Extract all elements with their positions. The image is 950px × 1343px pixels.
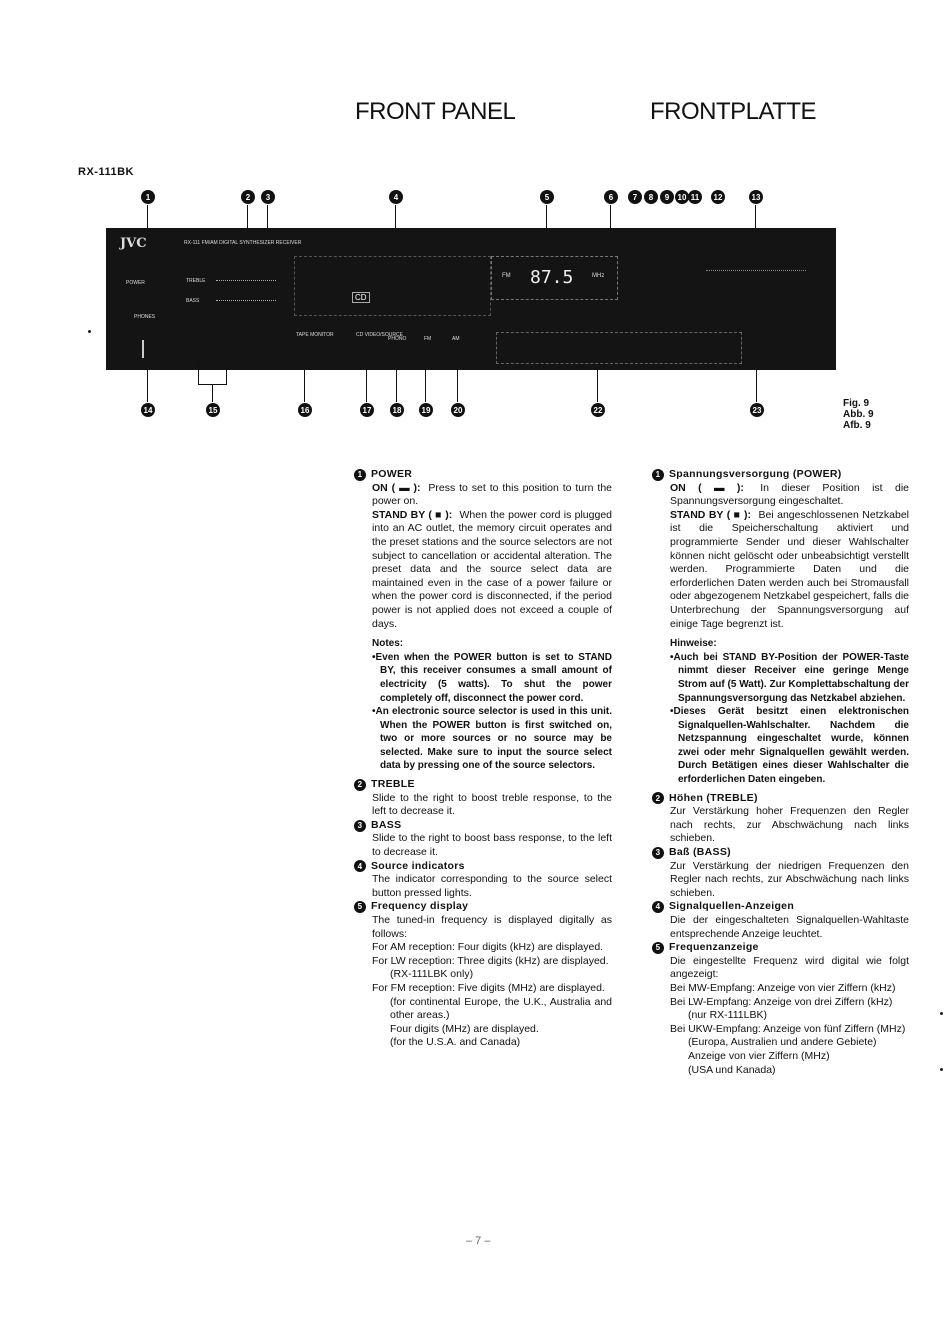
power-standby-description: [652, 509, 909, 631]
margin-mark: [88, 330, 91, 333]
term-text: Press to set to this position to turn the power on.: [372, 481, 612, 508]
section-number: 1: [652, 469, 664, 481]
freq-fm-note: (USA und Kanada): [688, 1063, 776, 1076]
treble-slider: [216, 272, 276, 281]
leader-line: [366, 370, 367, 402]
note-item: • Auch bei STAND BY-Position der POWER-Taste nimmt dieser Receiver eine geringe Menge Strom auf (5 Watt). Zur Komplettabschaltung der Spannungsversorgung das Netzkabel abziehen.: [652, 651, 909, 705]
callout-marker: 8: [644, 190, 658, 204]
callout-marker: 3: [261, 190, 275, 204]
power-standby-description: [354, 509, 612, 631]
panel-cd-video: CD VIDEO/SOURCE: [356, 332, 403, 338]
phones-jack: [142, 340, 144, 358]
leader-line: [212, 384, 213, 402]
callout-marker: 13: [749, 190, 763, 204]
callout-marker: 18: [390, 403, 404, 417]
section-title: Frequency display: [371, 900, 469, 913]
panel-model-line: RX-111 FM/AM DIGITAL SYNTHESIZER RECEIVER: [184, 240, 302, 246]
freq-lw: Bei LW-Empfang: Anzeige von drei Ziffern (kHz): [670, 995, 893, 1008]
section-text: The indicator corresponding to the source select button pressed lights.: [372, 873, 612, 899]
page-number: – 7 –: [466, 1235, 491, 1247]
callout-marker: 15: [206, 403, 220, 417]
section-heading: [652, 900, 909, 914]
freq-fm-note: (Europa, Australien und andere Gebiete): [688, 1036, 877, 1049]
section-number: 3: [354, 820, 366, 832]
figure-caption: [843, 398, 874, 431]
callout-marker: 2: [241, 190, 255, 204]
panel-cd-badge: CD: [352, 292, 370, 303]
note-item: • An electronic source selector is used in this unit. When the POWER button is first switched on, two or more sources or no source may be selected. Make sure to input the source select data by pressing one of the source selectors.: [354, 705, 612, 773]
callout-marker: 14: [141, 403, 155, 417]
display-frequency: 87.5: [530, 267, 574, 288]
term-text: When the power cord is plugged into an AC outlet, the memory circuit operates and the preset stations and the source selectors are not subject to cancellation or accidental alteration. The preset data and the source select data are maintained even in the case of a power failure or when the power cord is disconnected, if the period power is not applied does not exceed a couple of days.: [372, 508, 612, 630]
section-title: POWER: [371, 468, 413, 480]
power-on-description: [354, 482, 612, 509]
frequency-display: [491, 256, 618, 300]
section-number: 5: [652, 942, 664, 954]
leader-line: [756, 370, 757, 402]
section-title: Spannungsversorgung (POWER): [669, 468, 842, 480]
margin-mark: [940, 1012, 943, 1015]
tuning-area: [496, 332, 742, 364]
callout-marker: 10: [675, 190, 689, 204]
section-number: 4: [354, 860, 366, 872]
display-band: FM: [502, 273, 511, 279]
leader-line: [457, 370, 458, 402]
section-heading: [354, 468, 612, 482]
section-number: 5: [354, 901, 366, 913]
section-heading: [652, 468, 909, 482]
leader-line: [597, 370, 598, 402]
panel-phono: PHONO: [388, 336, 407, 342]
term-text: In dieser Position ist die Spannungsversorgung eingeschaltet.: [670, 481, 909, 508]
section-heading: [652, 846, 909, 860]
callout-marker: 9: [660, 190, 674, 204]
section-title: Baß (BASS): [669, 846, 731, 859]
freq-fm: For FM reception: Five digits (MHz) are displayed.: [372, 981, 605, 994]
page-title-english: FRONT PANEL: [355, 98, 516, 125]
section-number: 4: [652, 901, 664, 913]
section-heading: [354, 819, 612, 833]
callout-marker: 11: [688, 190, 702, 204]
freq-fm: Bei UKW-Empfang: Anzeige von fünf Ziffern (MHz): [670, 1022, 906, 1035]
receiver-front-panel: [106, 228, 836, 370]
brand-logo: JVC: [120, 236, 147, 251]
callout-marker: 7: [628, 190, 642, 204]
leader-line: [396, 370, 397, 402]
section-heading: [652, 792, 909, 806]
callout-marker: 22: [591, 403, 605, 417]
leader-line: [304, 370, 305, 402]
section-heading: [354, 860, 612, 874]
callout-marker: 20: [451, 403, 465, 417]
section-title: Höhen (TREBLE): [669, 791, 758, 804]
section-title: BASS: [371, 818, 402, 831]
callout-marker: 1: [141, 190, 155, 204]
section-text: Die der eingeschalteten Signalquellen-Wahltaste entsprechende Anzeige leuchtet.: [670, 914, 909, 940]
section-title: Frequenzanzeige: [669, 941, 759, 954]
callout-marker: 19: [419, 403, 433, 417]
level-meter: [706, 258, 806, 271]
freq-fm-note: (for continental Europe, the U.K., Australia and other areas.): [390, 995, 612, 1022]
german-column: [652, 468, 909, 1077]
model-number: RX-111BK: [78, 166, 134, 178]
figure-label-en: Fig. 9: [843, 398, 870, 409]
callout-marker: 23: [750, 403, 764, 417]
freq-am: Bei MW-Empfang: Anzeige von vier Ziffern (kHz): [670, 981, 896, 994]
section-text: Slide to the right to boost treble response, to the left to decrease it.: [372, 791, 612, 818]
term-text: Bei angeschlossenen Netzkabel ist die Speicherschaltung aktiviert und programmierte Sender und dieser Wahlschalter können nicht gelöscht oder unbeabsichtigt verstellt werden. Programmierte Daten und die erforderlichen Daten werden auch bei Stromausfall oder abgezogenem Netzkabel gespeichert, falls die Unterbrechung der Spannungsversorgung auf einige Tage begrenzt ist.: [670, 508, 909, 630]
bass-slider: [216, 292, 276, 301]
freq-lw: For LW reception: Three digits (kHz) are displayed.: [372, 954, 609, 967]
section-number: 2: [652, 792, 664, 804]
section-number: 2: [354, 779, 366, 791]
term-label: ON ( ▬ ):: [670, 481, 744, 494]
freq-lw-note: (RX-111LBK only): [390, 968, 474, 981]
term-label: ON ( ▬ ):: [372, 481, 421, 494]
term-label: STAND BY ( ■ ):: [670, 508, 751, 521]
section-heading: [354, 900, 612, 914]
leader-line: [226, 362, 227, 384]
callout-marker: 17: [360, 403, 374, 417]
panel-treble-label: TREBLE: [186, 278, 206, 284]
freq-fm-note: Anzeige von vier Ziffern (MHz): [688, 1049, 830, 1062]
panel-tape-monitor: TAPE MONITOR: [296, 332, 334, 338]
freq-am: For AM reception: Four digits (kHz) are displayed.: [372, 941, 604, 954]
section-text: Slide to the right to boost bass response, to the left to decrease it.: [372, 832, 612, 859]
figure-label-nl: Afb. 9: [843, 420, 871, 431]
notes-heading: Hinweise:: [670, 638, 717, 650]
section-title: TREBLE: [371, 778, 415, 791]
note-item: • Dieses Gerät besitzt einen elektronischen Signalquellen-Wahlschalter. Nachdem die Netzspannung eingeschaltet wurde, können zwei oder mehr Signalquellen gewählt werden. Durch Betätigen eines dieser Wahlschalter die erforderlichen Daten eingeben.: [652, 705, 909, 787]
panel-fm-button: FM: [424, 336, 432, 342]
note-item: • Even when the POWER button is set to STAND BY, this receiver consumes a small amount of electricity (5 watts). To shut the power completely off, disconnect the power cord.: [354, 651, 612, 705]
power-on-description: [652, 482, 909, 509]
section-number: 3: [652, 847, 664, 859]
panel-phones-label: PHONES: [134, 314, 156, 320]
display-unit: MHz: [592, 273, 605, 279]
section-title: Signalquellen-Anzeigen: [669, 900, 795, 913]
callout-marker: 4: [389, 190, 403, 204]
leader-line: [198, 362, 199, 384]
callout-marker: 12: [711, 190, 725, 204]
term-label: STAND BY ( ■ ):: [372, 508, 453, 521]
figure-label-de: Abb. 9: [843, 409, 874, 420]
section-title: Source indicators: [371, 859, 465, 872]
freq-fm-note: Four digits (MHz) are displayed.: [390, 1022, 539, 1035]
section-text: Zur Verstärkung der niedrigen Frequenzen den Regler nach rechts, zur Abschwächung nach links schieben.: [670, 859, 909, 899]
section-text: The tuned-in frequency is displayed digitally as follows:: [372, 914, 612, 940]
leader-line: [425, 370, 426, 402]
callout-marker: 16: [298, 403, 312, 417]
section-heading: [652, 941, 909, 955]
section-number: 1: [354, 469, 366, 481]
section-text: Die eingestellte Frequenz wird digital wie folgt angezeigt:: [670, 954, 909, 981]
freq-lw-note: (nur RX-111LBK): [688, 1009, 767, 1022]
callout-marker: 5: [540, 190, 554, 204]
leader-line: [147, 370, 148, 402]
panel-power-label: POWER: [126, 280, 145, 286]
panel-bass-label: BASS: [186, 298, 200, 304]
margin-mark: [940, 1068, 943, 1071]
section-heading: [354, 778, 612, 792]
freq-fm-note: (for the U.S.A. and Canada): [390, 1036, 521, 1049]
notes-heading: Notes:: [372, 638, 404, 650]
section-text: Zur Verstärkung hoher Frequenzen den Regler nach rechts, zur Abschwächung nach links schieben.: [670, 805, 909, 845]
source-indicator-area: [294, 256, 491, 316]
callout-marker: 6: [604, 190, 618, 204]
panel-am-button: AM: [452, 336, 460, 342]
page-title-german: FRONTPLATTE: [650, 98, 817, 125]
english-column: [354, 468, 612, 1050]
